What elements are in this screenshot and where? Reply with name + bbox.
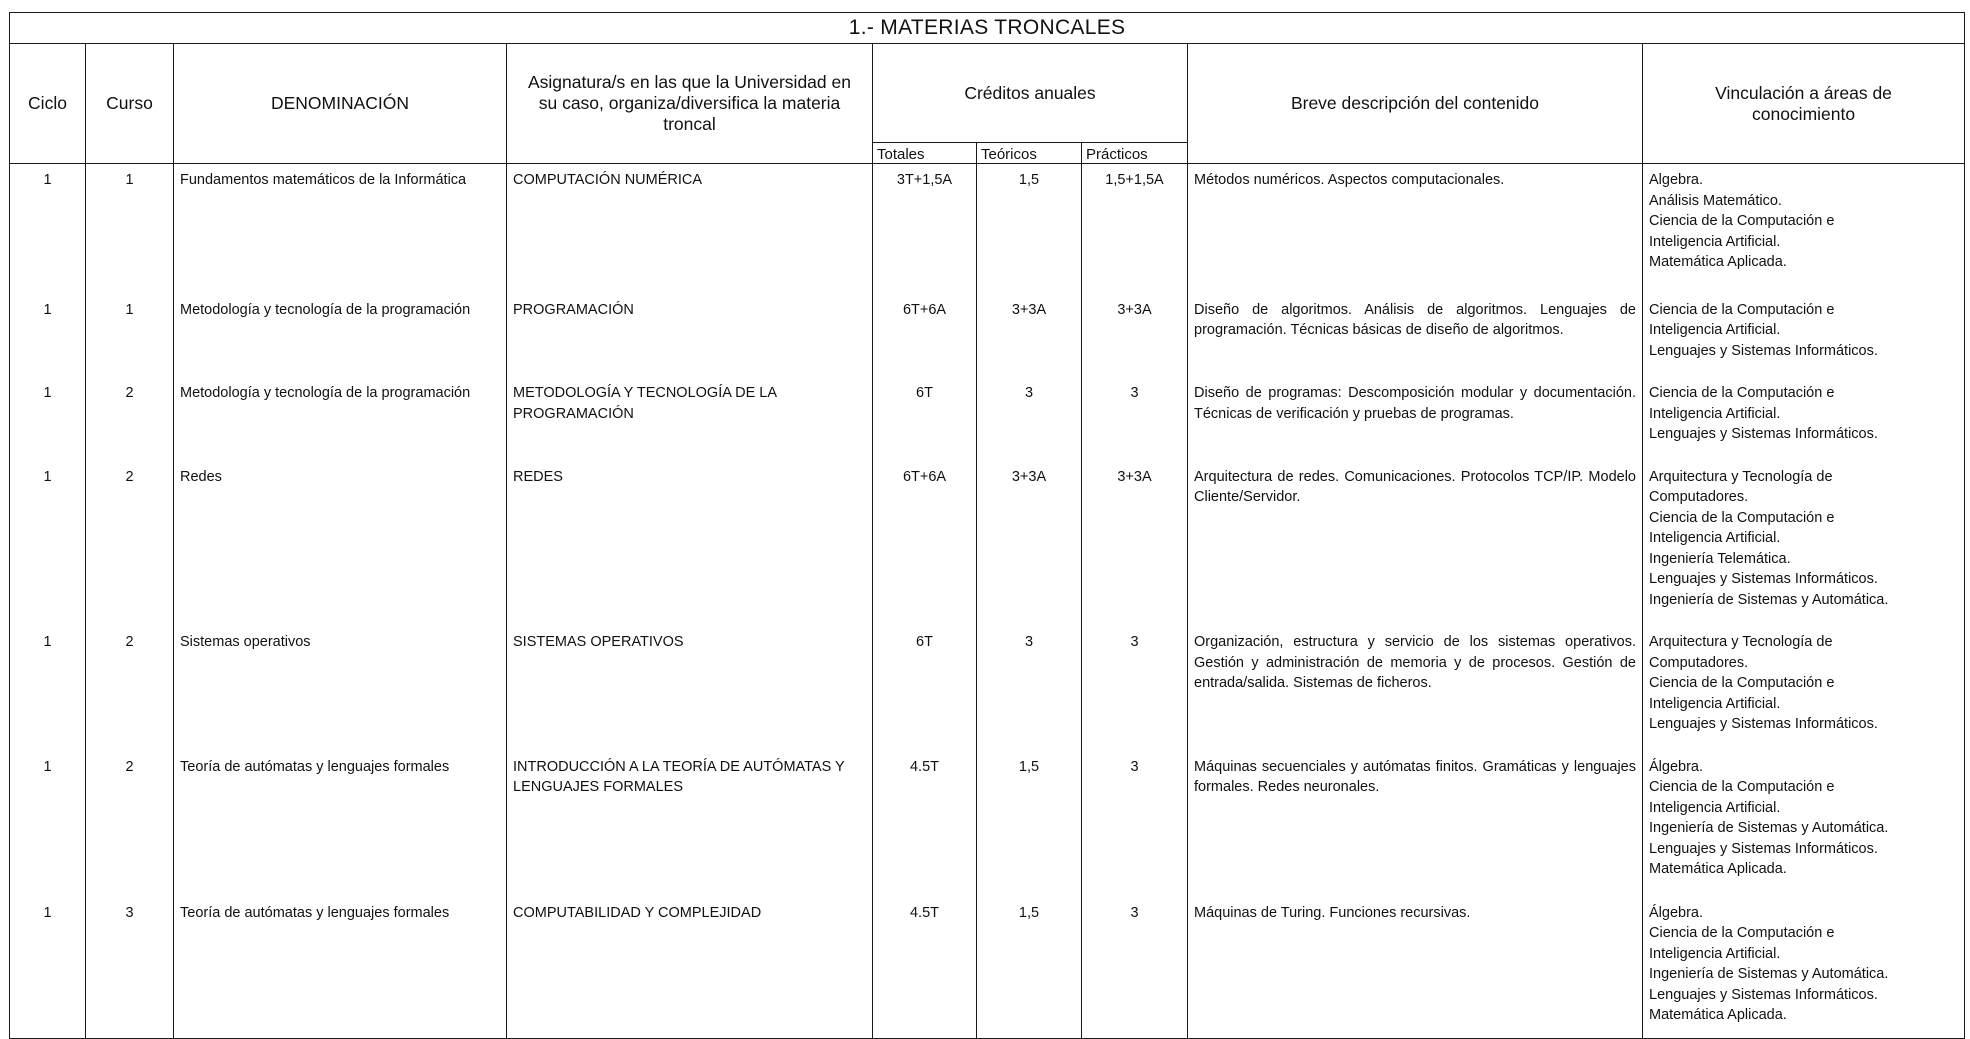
cell-curso: 1 (86, 290, 174, 374)
cell-curso: 2 (86, 457, 174, 623)
area-item: Inteligencia Artificial. (1649, 405, 1781, 422)
troncales-sheet (9, 12, 1964, 1039)
area-item: Inteligencia Artificial. (1649, 945, 1781, 962)
cell-asignatura: SISTEMAS OPERATIVOS (507, 622, 873, 747)
area-item: Arquitectura y Tecnología de (1649, 634, 1833, 650)
cell-asignatura: INTRODUCCIÓN A LA TEORÍA DE AUTÓMATAS Y LENGUAJES FORMALES (507, 747, 873, 893)
cell-practicos: 3 (1082, 622, 1188, 747)
cell-denominacion: Teoría de autómatas y lenguajes formales (174, 893, 507, 1039)
cell-teoricos: 1,5 (977, 747, 1082, 893)
area-item: Inteligencia Artificial. (1649, 695, 1781, 712)
header-curso: Curso (86, 44, 174, 164)
cell-curso: 2 (86, 373, 174, 457)
area-item: Ciencia de la Computación e (1649, 385, 1835, 401)
cell-totales: 3T+1,5A (873, 164, 977, 290)
area-item: Matemática Aplicada. (1649, 1007, 1787, 1023)
cell-teoricos: 3 (977, 622, 1082, 747)
cell-denominacion: Sistemas operativos (174, 622, 507, 747)
area-item: Lenguajes y Sistemas Informáticos. (1649, 571, 1878, 587)
area-item: Inteligencia Artificial. (1649, 233, 1781, 250)
table-row (10, 373, 1965, 457)
area-item: Computadores. (1649, 654, 1749, 671)
cell-practicos: 3+3A (1082, 457, 1188, 623)
cell-descripcion: Diseño de algoritmos. Análisis de algoritmos. Lenguajes de programación. Técnicas básicas de diseño de algoritmos. (1188, 290, 1643, 374)
area-item: Ciencia de la Computación e (1649, 301, 1835, 318)
cell-asignatura: COMPUTACIÓN NUMÉRICA (507, 164, 873, 290)
cell-denominacion: Metodología y tecnología de la programación (174, 373, 507, 457)
table-title: 1.- MATERIAS TRONCALES (10, 13, 1965, 44)
area-item: Matemática Aplicada. (1649, 254, 1787, 270)
cell-teoricos: 1,5 (977, 893, 1082, 1039)
cell-ciclo: 1 (10, 164, 86, 290)
area-item: Análisis Matemático. (1649, 192, 1782, 209)
cell-asignatura: METODOLOGÍA Y TECNOLOGÍA DE LA PROGRAMACIÓN (507, 373, 873, 457)
header-creditos-anuales: Créditos anuales (873, 44, 1188, 143)
area-item: Lenguajes y Sistemas Informáticos. (1649, 986, 1878, 1003)
cell-descripcion: Arquitectura de redes. Comunicaciones. Protocolos TCP/IP. Modelo Cliente/Servidor. (1188, 457, 1643, 623)
header-descripcion: Breve descripción del contenido (1188, 44, 1643, 164)
area-item: Computadores. (1649, 489, 1749, 505)
cell-ciclo: 1 (10, 747, 86, 893)
area-item: Inteligencia Artificial. (1649, 530, 1781, 546)
area-item: Lenguajes y Sistemas Informáticos. (1649, 716, 1878, 732)
cell-descripcion: Organización, estructura y servicio de los sistemas operativos. Gestión y administración de memoria y de procesos. Gestión de entrada/salida. Sistemas de ficheros. (1188, 622, 1643, 747)
cell-areas (1643, 290, 1965, 374)
area-item: Matemática Aplicada. (1649, 861, 1787, 877)
table-row (10, 622, 1965, 747)
cell-descripcion: Máquinas secuenciales y autómatas finitos. Gramáticas y lenguajes formales. Redes neuronales. (1188, 747, 1643, 893)
materias-troncales-table (9, 12, 1965, 1039)
table-row (10, 164, 1965, 290)
cell-ciclo: 1 (10, 373, 86, 457)
cell-totales: 6T+6A (873, 457, 977, 623)
cell-practicos: 1,5+1,5A (1082, 164, 1188, 290)
header-vinculacion: Vinculación a áreas de conocimiento (1643, 44, 1965, 164)
cell-ciclo: 1 (10, 290, 86, 374)
cell-areas (1643, 373, 1965, 457)
cell-areas (1643, 457, 1965, 623)
cell-totales: 4.5T (873, 747, 977, 893)
cell-ciclo: 1 (10, 622, 86, 747)
cell-teoricos: 1,5 (977, 164, 1082, 290)
header-totales: Totales (873, 143, 977, 164)
cell-ciclo: 1 (10, 457, 86, 623)
cell-descripcion: Máquinas de Turing. Funciones recursivas. (1188, 893, 1643, 1039)
area-item: Ingeniería de Sistemas y Automática. (1649, 966, 1889, 982)
area-item: Álgebra. (1649, 758, 1704, 775)
area-item: Ciencia de la Computación e (1649, 509, 1835, 526)
area-item: Arquitectura y Tecnología de (1649, 468, 1833, 485)
cell-curso: 3 (86, 893, 174, 1039)
cell-teoricos: 3+3A (977, 290, 1082, 374)
table-row (10, 893, 1965, 1039)
cell-practicos: 3+3A (1082, 290, 1188, 374)
cell-denominacion: Fundamentos matemáticos de la Informática (174, 164, 507, 290)
cell-areas (1643, 622, 1965, 747)
area-item: Lenguajes y Sistemas Informáticos. (1649, 426, 1878, 442)
cell-asignatura: COMPUTABILIDAD Y COMPLEJIDAD (507, 893, 873, 1039)
cell-asignatura: REDES (507, 457, 873, 623)
table-row (10, 747, 1965, 893)
area-item: Lenguajes y Sistemas Informáticos. (1649, 342, 1878, 359)
cell-teoricos: 3+3A (977, 457, 1082, 623)
cell-practicos: 3 (1082, 893, 1188, 1039)
area-item: Algebra. (1649, 172, 1704, 188)
cell-curso: 2 (86, 747, 174, 893)
cell-denominacion: Redes (174, 457, 507, 623)
cell-curso: 1 (86, 164, 174, 290)
cell-totales: 4.5T (873, 893, 977, 1039)
header-denominacion: DENOMINACIÓN (174, 44, 507, 164)
cell-totales: 6T (873, 622, 977, 747)
header-ciclo: Ciclo (10, 44, 86, 164)
header-practicos: Prácticos (1082, 143, 1188, 164)
cell-areas (1643, 747, 1965, 893)
header-teoricos: Teóricos (977, 143, 1082, 164)
cell-teoricos: 3 (977, 373, 1082, 457)
cell-ciclo: 1 (10, 893, 86, 1039)
cell-asignatura: PROGRAMACIÓN (507, 290, 873, 374)
cell-totales: 6T (873, 373, 977, 457)
cell-curso: 2 (86, 622, 174, 747)
cell-areas (1643, 893, 1965, 1039)
area-item: Ciencia de la Computación e (1649, 925, 1835, 941)
cell-denominacion: Metodología y tecnología de la programación (174, 290, 507, 374)
area-item: Ciencia de la Computación e (1649, 213, 1835, 229)
area-item: Inteligencia Artificial. (1649, 799, 1781, 816)
cell-descripcion: Métodos numéricos. Aspectos computacionales. (1188, 164, 1643, 290)
cell-areas (1643, 164, 1965, 290)
cell-descripcion: Diseño de programas: Descomposición modular y documentación. Técnicas de verificación y pruebas de programas. (1188, 373, 1643, 457)
table-row (10, 457, 1965, 623)
area-item: Ciencia de la Computación e (1649, 779, 1835, 795)
area-item: Lenguajes y Sistemas Informáticos. (1649, 840, 1878, 857)
area-item: Ingeniería de Sistemas y Automática. (1649, 820, 1889, 836)
cell-totales: 6T+6A (873, 290, 977, 374)
area-item: Ciencia de la Computación e (1649, 675, 1835, 691)
cell-practicos: 3 (1082, 747, 1188, 893)
area-item: Ingeniería Telemática. (1649, 550, 1791, 567)
cell-practicos: 3 (1082, 373, 1188, 457)
table-row (10, 290, 1965, 374)
area-item: Inteligencia Artificial. (1649, 322, 1781, 338)
cell-denominacion: Teoría de autómatas y lenguajes formales (174, 747, 507, 893)
area-item: Álgebra. (1649, 904, 1704, 921)
header-asignaturas: Asignatura/s en las que la Universidad en su caso, organiza/diversifica la materia troncal (507, 44, 873, 164)
area-item: Ingeniería de Sistemas y Automática. (1649, 591, 1889, 608)
